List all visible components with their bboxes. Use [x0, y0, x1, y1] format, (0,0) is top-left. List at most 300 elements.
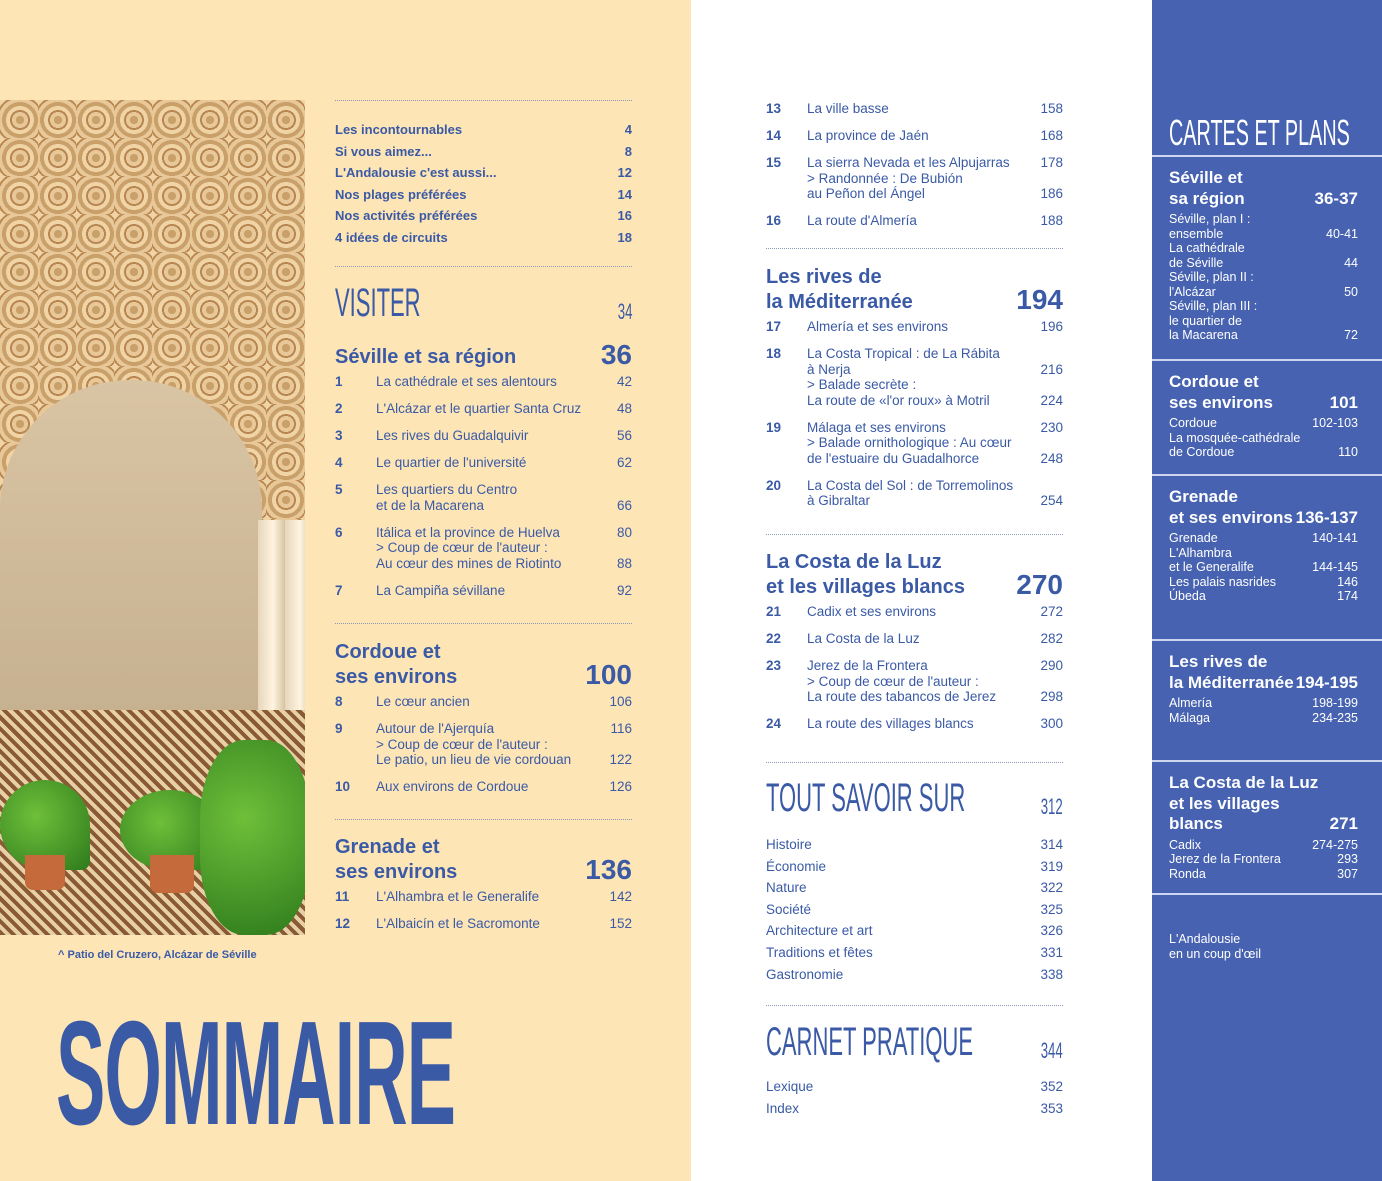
toc-page: 331	[1040, 944, 1063, 960]
divider	[1152, 639, 1382, 641]
entry-text: L'Alcázar et le quartier Santa Cruz	[376, 401, 582, 416]
entry-lines	[376, 916, 632, 932]
entry-lines	[807, 478, 1063, 509]
entry-number: 6	[335, 524, 343, 540]
entry-lines	[376, 583, 632, 599]
entry-line	[376, 428, 632, 444]
map-item-text: le quartier de	[1169, 313, 1242, 328]
entry-line	[376, 752, 632, 768]
entry-lines	[807, 658, 1063, 705]
toc-entry[interactable]	[766, 604, 1063, 620]
entry-text: La route des villages blancs	[807, 716, 974, 731]
toc-entry[interactable]	[766, 346, 1063, 408]
map-title-line: Grenade	[1169, 487, 1238, 506]
map-item-line	[1169, 575, 1358, 590]
divider	[766, 248, 1063, 249]
toc-label: Traditions et fêtes	[766, 944, 873, 960]
map-item[interactable]	[1169, 416, 1358, 431]
toc-page: 18	[617, 229, 632, 245]
page-title: SOMMAIRE	[56, 991, 455, 1156]
map-item[interactable]	[1169, 852, 1358, 867]
entry-text: La route des tabancos de Jerez	[807, 689, 997, 704]
toc-label: L'Andalousie c'est aussi...	[335, 165, 497, 181]
section-title-line: et les villages blancs	[766, 576, 965, 598]
map-item-text: Ronda	[1169, 866, 1206, 881]
toc-label: Économie	[766, 858, 827, 874]
toc-row[interactable]	[766, 877, 1063, 899]
entry-line	[807, 393, 1063, 409]
entry-page: 248	[1040, 450, 1063, 466]
entry-line	[807, 128, 1063, 144]
entry-number: 17	[766, 319, 782, 334]
map-item-line	[1169, 560, 1358, 575]
toc-entry[interactable]	[335, 482, 632, 513]
toc-entry[interactable]	[335, 525, 632, 572]
entry-text: Itálica et la province de Huelva	[376, 524, 560, 540]
section-title-line: ses environs	[335, 861, 458, 883]
toc-row[interactable]	[335, 162, 632, 184]
entry-number: 22	[766, 631, 782, 646]
entry-number: 7	[335, 582, 343, 598]
map-title-line: et ses environs	[1169, 507, 1293, 527]
section-title-line: la Méditerranée	[766, 291, 913, 313]
toc-row[interactable]	[335, 184, 632, 206]
section-title-line: Séville et sa région	[335, 346, 517, 368]
entry-line	[376, 455, 632, 471]
map-item-text: Úbeda	[1169, 589, 1206, 603]
toc-entry[interactable]	[335, 721, 632, 768]
toc-row[interactable]	[335, 141, 632, 163]
toc-entry[interactable]	[335, 455, 632, 471]
entry-line	[807, 658, 1063, 674]
divider	[1152, 893, 1382, 895]
map-section-page: 271	[1329, 814, 1358, 833]
entry-text: Autour de l'Ajerquía	[376, 721, 495, 736]
divider	[335, 623, 632, 624]
map-item-text: Séville, plan III :	[1169, 299, 1258, 313]
visiter-heading: VISITER 34	[335, 281, 632, 325]
entry-text: > Coup de cœur de l'auteur :	[376, 540, 548, 555]
divider	[766, 1005, 1063, 1006]
entry-lines	[807, 319, 1063, 335]
entry-page: 282	[1040, 631, 1063, 646]
map-section-heading	[1169, 773, 1358, 835]
patio-photo	[0, 100, 305, 935]
toc-row[interactable]	[766, 1098, 1063, 1120]
entry-lines	[376, 401, 632, 417]
intro-list	[335, 119, 632, 249]
toc-entry[interactable]	[766, 155, 1063, 202]
entry-number: 4	[335, 455, 343, 470]
maps-panel	[1152, 0, 1382, 1181]
entry-text: La Costa Tropical : de La Rábita	[807, 346, 1000, 361]
map-item[interactable]	[1169, 299, 1358, 343]
entry-text: La sierra Nevada et les Alpujarras	[807, 155, 1010, 170]
entry-page: 168	[1040, 128, 1063, 143]
toc-label: Lexique	[766, 1079, 814, 1094]
map-section-heading	[1169, 372, 1358, 413]
toc-row[interactable]	[766, 899, 1063, 921]
section-heading	[335, 835, 632, 885]
entry-number: 19	[766, 419, 782, 435]
toc-label: Nos activités préférées	[335, 208, 478, 224]
section-page: 270	[1016, 569, 1063, 600]
map-item-page: 307	[1337, 866, 1358, 881]
section-title	[335, 835, 457, 885]
section-title	[335, 345, 516, 370]
entry-text: Les quartiers du Centro	[376, 482, 518, 497]
toc-page: 4	[624, 122, 632, 137]
toc-entry[interactable]	[766, 716, 1063, 732]
map-section-page: 36-37	[1314, 188, 1358, 208]
entry-line	[807, 604, 1063, 620]
toc-section	[335, 640, 632, 806]
entry-page: 186	[1040, 186, 1063, 201]
map-item-page: 144-145	[1312, 560, 1358, 574]
entry-line	[376, 779, 632, 795]
entry-text: Málaga et ses environs	[807, 419, 946, 435]
map-item-line	[1169, 314, 1358, 329]
toc-page: 314	[1040, 837, 1063, 852]
map-item-text: Jerez de la Frontera	[1169, 852, 1281, 866]
toc-label: Nature	[766, 880, 807, 896]
entry-text: > Balade ornithologique : Au cœur	[807, 435, 1012, 450]
map-section-heading	[1169, 487, 1358, 528]
map-item-line	[1169, 256, 1358, 271]
map-item[interactable]	[1169, 838, 1358, 853]
map-item-text: La mosquée-cathédrale	[1169, 430, 1301, 445]
map-item[interactable]	[1169, 431, 1358, 460]
divider	[766, 534, 1063, 535]
entry-page: 158	[1040, 101, 1063, 116]
toc-entry[interactable]	[335, 779, 632, 795]
entry-page: 116	[610, 721, 632, 736]
entry-lines	[376, 721, 632, 768]
entry-line	[807, 478, 1063, 494]
toc-label: Société	[766, 901, 812, 917]
entry-text: La province de Jaén	[807, 128, 929, 143]
map-item-text: de Séville	[1169, 255, 1224, 270]
toc-entry[interactable]	[766, 213, 1063, 229]
entry-lines	[807, 101, 1063, 117]
map-item-text: Almería	[1169, 696, 1213, 710]
entry-number: 11	[335, 889, 350, 904]
map-title-line: Les rives de	[1169, 652, 1268, 671]
map-section-heading	[1169, 652, 1358, 693]
entry-page: 122	[609, 752, 632, 767]
entry-text: L'Alhambra et le Generalife	[376, 889, 540, 904]
map-item[interactable]	[1169, 241, 1358, 270]
divider	[1152, 760, 1382, 762]
entry-lines	[807, 128, 1063, 144]
entry-lines	[807, 213, 1063, 229]
section-title-line: Les rives de	[766, 266, 882, 288]
entry-page: 298	[1040, 689, 1063, 704]
entry-number: 12	[335, 916, 351, 931]
map-item-text: Les palais nasrides	[1169, 574, 1277, 589]
section-heading	[335, 340, 632, 370]
toc-entry[interactable]	[335, 916, 632, 932]
toc-page: 325	[1040, 901, 1063, 917]
map-section-page: 194-195	[1295, 672, 1358, 692]
photo-caption: ^ Patio del Cruzero, Alcázar de Séville	[58, 949, 257, 961]
toc-entry[interactable]	[766, 478, 1063, 509]
entry-number: 15	[766, 155, 782, 170]
map-section	[1152, 773, 1382, 881]
map-item-page: 146	[1337, 574, 1358, 589]
section-title	[766, 550, 965, 600]
entry-text: Jerez de la Frontera	[807, 658, 928, 673]
entry-lines	[807, 716, 1063, 732]
entry-page: 224	[1040, 392, 1063, 408]
entry-text: de l'estuaire du Guadalhorce	[807, 450, 980, 466]
entry-line	[807, 674, 1063, 690]
entry-page: 178	[1040, 155, 1063, 170]
entry-line	[376, 374, 632, 390]
entry-lines	[376, 455, 632, 471]
toc-row[interactable]	[335, 227, 632, 249]
toc-row[interactable]	[766, 834, 1063, 856]
toc-entry[interactable]	[335, 889, 632, 905]
entry-page: 300	[1040, 716, 1063, 731]
map-title-line: ses environs	[1169, 392, 1273, 412]
entry-number: 9	[335, 721, 343, 736]
entry-page: 62	[616, 455, 632, 470]
entry-page: 126	[609, 779, 632, 794]
map-items	[1169, 696, 1358, 725]
section-heading	[766, 265, 1063, 315]
map-item[interactable]	[1169, 270, 1358, 299]
toc-label: Si vous aimez...	[335, 143, 432, 159]
map-item-text: l'Alcázar	[1169, 284, 1216, 299]
map-title-line: et les villages	[1169, 793, 1280, 813]
toc-row[interactable]	[766, 920, 1063, 942]
map-item-text: Grenade	[1169, 531, 1218, 545]
entry-text: Le patio, un lieu de vie cordouan	[376, 752, 572, 767]
entry-text: La Costa de la Luz	[807, 631, 920, 646]
entry-page: 188	[1040, 213, 1063, 228]
map-item-line	[1169, 212, 1358, 227]
entry-number: 5	[335, 482, 343, 497]
section-page: 36	[600, 339, 632, 370]
map-item-line	[1169, 838, 1358, 853]
map-item-page: 198-199	[1312, 696, 1358, 710]
map-item[interactable]	[1169, 575, 1358, 590]
toc-section	[766, 550, 1063, 743]
map-item-line	[1169, 270, 1358, 285]
toc-row[interactable]	[335, 205, 632, 227]
map-item-line	[1169, 431, 1358, 446]
toc-entry[interactable]	[766, 128, 1063, 144]
section-title-line: Cordoue et	[335, 641, 441, 663]
entry-line	[376, 694, 632, 710]
map-title-line: Cordoue et	[1169, 372, 1259, 391]
section-page: 136	[585, 854, 632, 885]
map-item-page: 40-41	[1326, 226, 1358, 241]
entry-line	[807, 420, 1063, 436]
toc-entry[interactable]	[766, 631, 1063, 647]
map-item[interactable]	[1169, 531, 1358, 546]
map-section-title	[1169, 372, 1273, 413]
map-section	[1152, 168, 1382, 343]
entry-text: > Randonnée : De Bubión	[807, 170, 963, 186]
entry-line	[807, 631, 1063, 647]
map-title-line: Séville et	[1169, 168, 1243, 187]
entry-page: 48	[616, 401, 632, 416]
map-section-title	[1169, 168, 1245, 209]
entry-lines	[807, 604, 1063, 620]
entry-line	[376, 916, 632, 932]
map-item-page: 274-275	[1312, 837, 1358, 852]
entry-lines	[376, 889, 632, 905]
entry-line	[376, 583, 632, 599]
toc-row[interactable]	[766, 856, 1063, 878]
toc-entry[interactable]	[335, 374, 632, 390]
entry-lines	[807, 420, 1063, 467]
toc-section	[766, 265, 1063, 520]
entry-lines	[376, 482, 632, 513]
map-section-title	[1169, 652, 1294, 693]
right-page	[691, 0, 1152, 1181]
toc-page: 353	[1040, 1100, 1063, 1116]
entry-lines	[376, 779, 632, 795]
entry-text: Aux environs de Cordoue	[376, 779, 529, 794]
entry-text: L'Albaicín et le Sacromonte	[376, 916, 540, 931]
entry-page: 216	[1040, 361, 1063, 377]
map-item-page: 44	[1344, 255, 1358, 270]
entry-page: 42	[616, 374, 632, 389]
toc-page: 14	[617, 186, 632, 202]
map-item-page: 140-141	[1312, 531, 1358, 545]
entry-page: 142	[609, 889, 632, 904]
tout-savoir-heading: TOUT SAVOIR SUR 312	[766, 776, 1063, 820]
map-item-text: Séville, plan II :	[1169, 270, 1254, 284]
map-title-line: blancs	[1169, 814, 1223, 833]
map-section-heading	[1169, 168, 1358, 209]
toc-section	[766, 101, 1063, 240]
map-item-line	[1169, 285, 1358, 300]
map-item[interactable]	[1169, 589, 1358, 604]
map-item-text: Séville, plan I :	[1169, 212, 1251, 226]
map-item[interactable]	[1169, 212, 1358, 241]
toc-entry[interactable]	[335, 428, 632, 444]
map-item[interactable]	[1169, 711, 1358, 726]
entry-line	[807, 493, 1063, 509]
entry-line	[807, 101, 1063, 117]
entry-page: 56	[616, 428, 632, 443]
entry-text: Almería et ses environs	[807, 319, 949, 334]
divider	[335, 266, 632, 267]
toc-entry[interactable]	[766, 658, 1063, 705]
entry-line	[376, 540, 632, 556]
map-item-line	[1169, 416, 1358, 431]
toc-label: Nos plages préférées	[335, 186, 467, 202]
entry-page: 92	[616, 582, 632, 598]
entry-number: 1	[335, 374, 343, 389]
entry-line	[376, 889, 632, 905]
map-item-text: L'Alhambra	[1169, 545, 1232, 560]
entry-number: 23	[766, 658, 782, 673]
map-section-title	[1169, 773, 1318, 835]
entry-line	[807, 362, 1063, 378]
map-title-line: sa région	[1169, 188, 1245, 208]
toc-page: 16	[617, 208, 632, 224]
map-item-text: et le Generalife	[1169, 560, 1254, 574]
entry-line	[376, 401, 632, 417]
section-heading	[335, 640, 632, 690]
toc-section	[335, 835, 632, 943]
map-section-title	[1169, 487, 1293, 528]
toc-entry[interactable]	[766, 420, 1063, 467]
entry-number: 24	[766, 716, 782, 731]
map-section	[1152, 487, 1382, 604]
entry-text: à Nerja	[807, 361, 851, 377]
toc-row[interactable]	[766, 1076, 1063, 1098]
divider	[1152, 359, 1382, 361]
entry-page: 196	[1040, 319, 1063, 334]
section-title-line: Grenade et	[335, 836, 440, 858]
entry-text: La cathédrale et ses alentours	[376, 374, 557, 389]
toc-row[interactable]	[766, 942, 1063, 964]
map-items	[1169, 416, 1358, 460]
map-item-line	[1169, 531, 1358, 546]
map-item-page: 102-103	[1312, 416, 1358, 430]
map-item[interactable]	[1169, 696, 1358, 711]
section-title	[766, 265, 913, 315]
map-item-line	[1169, 696, 1358, 711]
entry-number: 18	[766, 346, 782, 361]
map-item-page: 293	[1337, 852, 1358, 866]
toc-entry[interactable]	[335, 583, 632, 599]
entry-line	[807, 377, 1063, 393]
toc-entry[interactable]	[766, 319, 1063, 335]
entry-lines	[376, 428, 632, 444]
entry-line	[376, 482, 632, 498]
entry-line	[807, 435, 1063, 451]
entry-text: Les rives du Guadalquivir	[376, 428, 529, 443]
toc-page: 326	[1040, 923, 1063, 939]
map-item-page: 72	[1344, 328, 1358, 342]
toc-label: 4 idées de circuits	[335, 229, 448, 245]
section-heading	[766, 550, 1063, 600]
entry-text: La Costa del Sol : de Torremolinos	[807, 477, 1014, 493]
toc-page: 352	[1040, 1079, 1063, 1094]
entry-page: 66	[616, 497, 632, 513]
entry-page: 152	[609, 916, 632, 931]
entry-line	[807, 319, 1063, 335]
section-title-line: ses environs	[335, 666, 458, 688]
map-section-page: 136-137	[1295, 507, 1358, 527]
toc-row[interactable]	[766, 964, 1063, 986]
entry-line	[807, 689, 1063, 705]
map-item[interactable]	[1169, 546, 1358, 575]
entry-page: 80	[616, 524, 632, 540]
entry-text: > Coup de cœur de l'auteur :	[376, 736, 548, 752]
divider	[335, 819, 632, 820]
toc-entry[interactable]	[335, 401, 632, 417]
map-item-text: Málaga	[1169, 710, 1210, 725]
entry-line	[376, 556, 632, 572]
toc-page: 319	[1040, 858, 1063, 874]
entry-lines	[376, 525, 632, 572]
entry-text: > Coup de cœur de l'auteur :	[807, 673, 979, 689]
toc-entry[interactable]	[766, 101, 1063, 117]
entry-line	[376, 737, 632, 753]
entry-line	[807, 155, 1063, 171]
toc-entry[interactable]	[335, 694, 632, 710]
map-item[interactable]	[1169, 867, 1358, 882]
toc-row[interactable]	[335, 119, 632, 141]
